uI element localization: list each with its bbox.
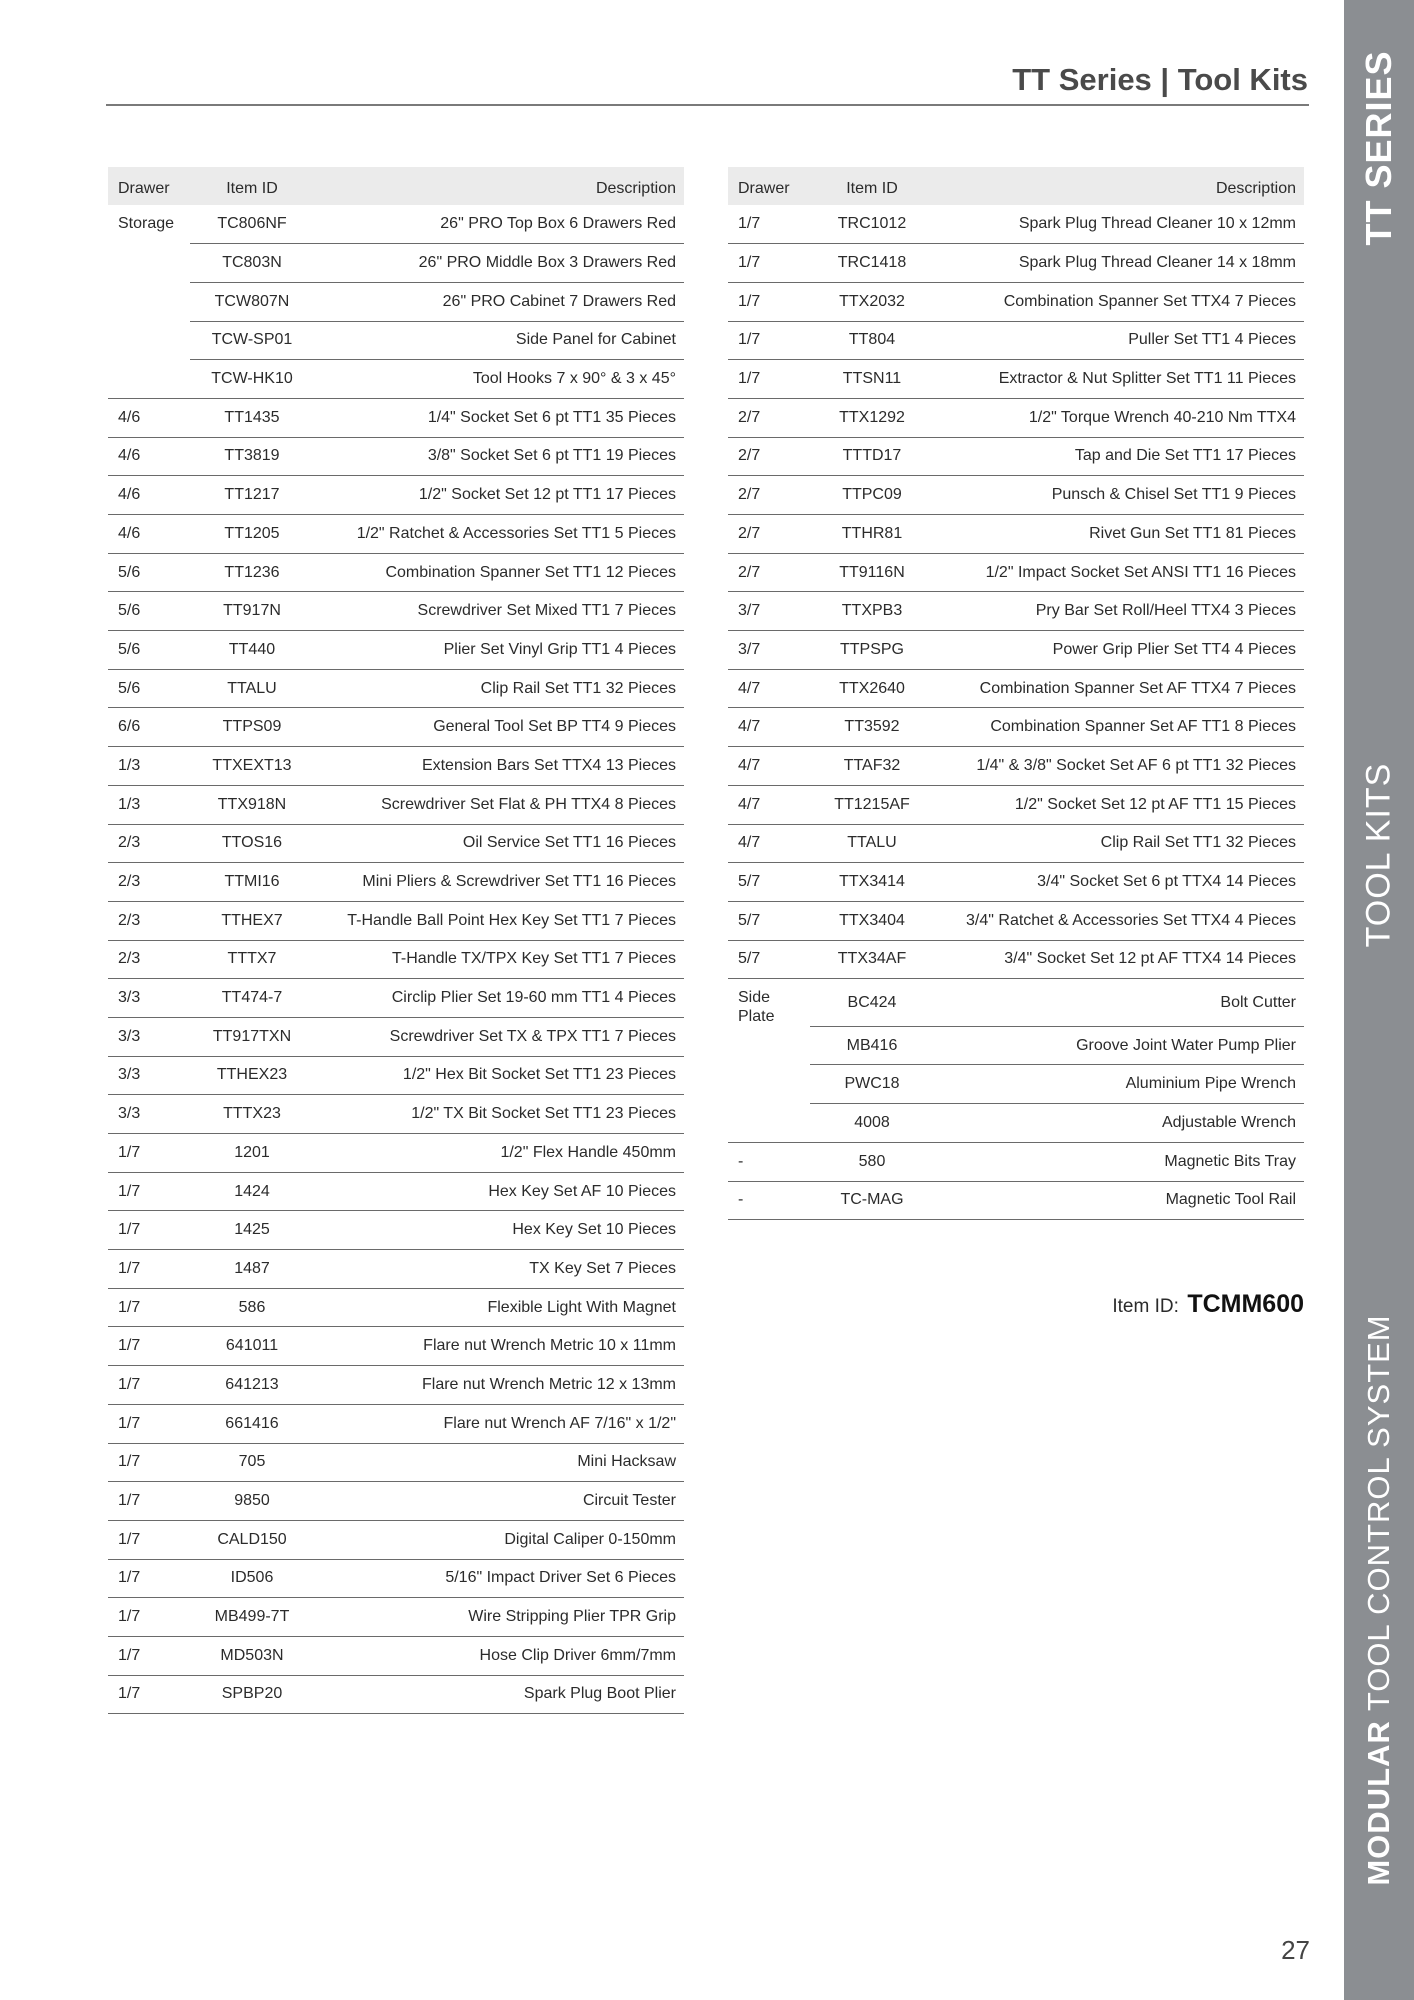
table-row (728, 863, 1304, 902)
table-row (108, 1482, 684, 1521)
table-row (728, 901, 1304, 940)
item-id-cell: ID506 (190, 1559, 312, 1598)
description-cell: Plier Set Vinyl Grip TT1 4 Pieces (312, 631, 684, 670)
page-number: 27 (1281, 1935, 1310, 1965)
item-id-column-header: Item ID (846, 180, 898, 197)
item-id-cell: TTX3404 (810, 901, 932, 940)
item-id-cell: TTX2640 (810, 669, 932, 708)
item-id-cell: TTHEX7 (190, 901, 312, 940)
title-divider (106, 104, 1309, 106)
kit-item-id (1112, 1290, 1304, 1319)
sidebar-kits-title: TOOL KITS (1359, 762, 1398, 948)
drawer-cell: 4/7 (728, 785, 810, 824)
drawer-cell: 1/7 (108, 1366, 190, 1405)
table-row (108, 437, 684, 476)
item-id-cell: TCW807N (190, 282, 312, 321)
item-id-cell: TTHR81 (810, 515, 932, 554)
item-id-cell: TTTX23 (190, 1095, 312, 1134)
table-row (108, 205, 684, 244)
left-tool-table (108, 167, 684, 1714)
table-row (728, 708, 1304, 747)
table-row (108, 1598, 684, 1637)
item-id-cell: 1424 (190, 1172, 312, 1211)
table-row (108, 1056, 684, 1095)
table-row (728, 824, 1304, 863)
description-column-header: Description (595, 180, 676, 197)
drawer-cell: 1/7 (108, 1134, 190, 1173)
description-cell: Spark Plug Thread Cleaner 14 x 18mm (932, 244, 1304, 283)
description-cell: Pry Bar Set Roll/Heel TTX4 3 Pieces (932, 592, 1304, 631)
drawer-cell (108, 321, 190, 360)
description-cell: 1/2" Flex Handle 450mm (312, 1134, 684, 1173)
description-cell: Clip Rail Set TT1 32 Pieces (932, 824, 1304, 863)
drawer-cell: 4/6 (108, 476, 190, 515)
item-id-column-header: Item ID (226, 180, 278, 197)
description-cell: Mini Pliers & Screwdriver Set TT1 16 Pieces (312, 863, 684, 902)
item-id-cell: TC806NF (190, 205, 312, 244)
drawer-cell: 2/7 (728, 553, 810, 592)
description-cell: Spark Plug Thread Cleaner 10 x 12mm (932, 205, 1304, 244)
drawer-cell: 2/7 (728, 515, 810, 554)
item-id-cell: TTAF32 (810, 747, 932, 786)
description-cell: Magnetic Tool Rail (932, 1181, 1304, 1220)
drawer-cell: 1/7 (728, 321, 810, 360)
item-id-cell: TTXEXT13 (190, 747, 312, 786)
item-id-cell: 661416 (190, 1404, 312, 1443)
item-id-cell: TT3819 (190, 437, 312, 476)
side-bar (1344, 0, 1414, 2000)
item-id-cell: TT1205 (190, 515, 312, 554)
drawer-cell: 4/7 (728, 669, 810, 708)
drawer-cell: 1/7 (728, 205, 810, 244)
item-id-cell: TT9116N (810, 553, 932, 592)
table-row (108, 1095, 684, 1134)
description-cell: Combination Spanner Set AF TTX4 7 Pieces (932, 669, 1304, 708)
description-cell: Spark Plug Boot Plier (312, 1675, 684, 1714)
drawer-cell: 1/7 (108, 1675, 190, 1714)
item-id-label: Item ID: (1112, 1296, 1179, 1317)
description-cell: Puller Set TT1 4 Pieces (932, 321, 1304, 360)
table-row (728, 669, 1304, 708)
table-row (108, 244, 684, 283)
description-cell: 3/4" Socket Set 6 pt TTX4 14 Pieces (932, 863, 1304, 902)
item-id-cell: 9850 (190, 1482, 312, 1521)
description-cell: 26" PRO Middle Box 3 Drawers Red (312, 244, 684, 283)
item-id-cell: TT1435 (190, 398, 312, 437)
drawer-cell: 5/7 (728, 940, 810, 979)
description-cell: 1/2" TX Bit Socket Set TT1 23 Pieces (312, 1095, 684, 1134)
item-id-cell: 1201 (190, 1134, 312, 1173)
drawer-cell: 5/6 (108, 592, 190, 631)
table-row (728, 631, 1304, 670)
drawer-cell: 1/3 (108, 785, 190, 824)
table-header-row (728, 167, 1304, 205)
drawer-cell: - (728, 1142, 810, 1181)
description-cell: 26" PRO Cabinet 7 Drawers Red (312, 282, 684, 321)
description-cell: Circuit Tester (312, 1482, 684, 1521)
item-id-cell: TTALU (190, 669, 312, 708)
table-row (108, 1366, 684, 1405)
description-cell: Rivet Gun Set TT1 81 Pieces (932, 515, 1304, 554)
description-cell: Screwdriver Set TX & TPX TT1 7 Pieces (312, 1017, 684, 1056)
description-cell: 1/2" Socket Set 12 pt AF TT1 15 Pieces (932, 785, 1304, 824)
item-id-cell: TT1215AF (810, 785, 932, 824)
item-id-cell: SPBP20 (190, 1675, 312, 1714)
table-row (108, 1327, 684, 1366)
table-row (728, 244, 1304, 283)
description-cell: Screwdriver Set Flat & PH TTX4 8 Pieces (312, 785, 684, 824)
table-row (108, 321, 684, 360)
table-row (728, 979, 1304, 1027)
description-cell: Side Panel for Cabinet (312, 321, 684, 360)
drawer-cell: 5/7 (728, 863, 810, 902)
item-id-cell: TTPS09 (190, 708, 312, 747)
drawer-cell: 1/7 (108, 1598, 190, 1637)
drawer-cell: - (728, 1181, 810, 1220)
drawer-cell: 3/3 (108, 1095, 190, 1134)
table-row (108, 1250, 684, 1289)
item-id-cell: TT917TXN (190, 1017, 312, 1056)
item-id-cell: TC-MAG (810, 1181, 932, 1220)
description-cell: T-Handle Ball Point Hex Key Set TT1 7 Pieces (312, 901, 684, 940)
table-row (728, 515, 1304, 554)
description-cell: Combination Spanner Set TTX4 7 Pieces (932, 282, 1304, 321)
description-cell: Tool Hooks 7 x 90° & 3 x 45° (312, 360, 684, 399)
description-cell: 3/4" Ratchet & Accessories Set TTX4 4 Pieces (932, 901, 1304, 940)
item-id-cell: TC803N (190, 244, 312, 283)
description-cell: Groove Joint Water Pump Plier (932, 1026, 1304, 1065)
description-cell: Hex Key Set 10 Pieces (312, 1211, 684, 1250)
table-row (108, 360, 684, 399)
drawer-cell: 5/6 (108, 553, 190, 592)
table-row (108, 553, 684, 592)
item-id-cell: TTX2032 (810, 282, 932, 321)
item-id-cell: TTPC09 (810, 476, 932, 515)
item-id-cell: 705 (190, 1443, 312, 1482)
description-cell: Bolt Cutter (932, 979, 1304, 1027)
table-row (108, 1211, 684, 1250)
drawer-cell: 5/6 (108, 631, 190, 670)
item-id-cell: PWC18 (810, 1065, 932, 1104)
page-title: TT Series | Tool Kits (1012, 62, 1308, 97)
description-cell: Magnetic Bits Tray (932, 1142, 1304, 1181)
table-row (728, 1104, 1304, 1143)
drawer-cell (728, 1104, 810, 1143)
table-row (108, 1134, 684, 1173)
description-cell: Power Grip Plier Set TT4 4 Pieces (932, 631, 1304, 670)
table-header-row (108, 167, 684, 205)
table-row (108, 669, 684, 708)
drawer-cell: 1/7 (108, 1404, 190, 1443)
description-cell: 3/8" Socket Set 6 pt TT1 19 Pieces (312, 437, 684, 476)
description-cell: Wire Stripping Plier TPR Grip (312, 1598, 684, 1637)
table-row (108, 1443, 684, 1482)
item-id-cell: 641213 (190, 1366, 312, 1405)
table-row (728, 360, 1304, 399)
description-cell: 26" PRO Top Box 6 Drawers Red (312, 205, 684, 244)
drawer-cell: 4/6 (108, 437, 190, 476)
drawer-cell: 2/3 (108, 940, 190, 979)
item-id-cell: TTX3414 (810, 863, 932, 902)
drawer-cell: 3/3 (108, 1056, 190, 1095)
drawer-cell: 1/7 (728, 282, 810, 321)
description-cell: 1/2" Socket Set 12 pt TT1 17 Pieces (312, 476, 684, 515)
item-id-cell: BC424 (810, 979, 932, 1027)
table-row (728, 476, 1304, 515)
drawer-cell: 5/6 (108, 669, 190, 708)
item-id-cell: 586 (190, 1288, 312, 1327)
description-cell: Mini Hacksaw (312, 1443, 684, 1482)
drawer-cell: 3/7 (728, 592, 810, 631)
table-row (728, 398, 1304, 437)
table-row (728, 437, 1304, 476)
table-row (108, 901, 684, 940)
item-id-cell: TT917N (190, 592, 312, 631)
drawer-cell (108, 244, 190, 283)
item-id-cell: TT474-7 (190, 979, 312, 1018)
drawer-cell: 2/3 (108, 901, 190, 940)
drawer-column-header: Drawer (118, 180, 170, 197)
drawer-cell: 1/7 (728, 244, 810, 283)
description-cell: Hex Key Set AF 10 Pieces (312, 1172, 684, 1211)
description-cell: 1/2" Ratchet & Accessories Set TT1 5 Pieces (312, 515, 684, 554)
table-row (108, 282, 684, 321)
item-id-cell: TCW-SP01 (190, 321, 312, 360)
item-id-cell: TTX1292 (810, 398, 932, 437)
description-cell: 1/4" & 3/8" Socket Set AF 6 pt TT1 32 Pieces (932, 747, 1304, 786)
drawer-cell: 1/7 (108, 1327, 190, 1366)
description-cell: Punsch & Chisel Set TT1 9 Pieces (932, 476, 1304, 515)
table-row (728, 785, 1304, 824)
description-cell: Flare nut Wrench Metric 10 x 11mm (312, 1327, 684, 1366)
description-cell: Tap and Die Set TT1 17 Pieces (932, 437, 1304, 476)
table-row (728, 940, 1304, 979)
drawer-cell: 4/6 (108, 398, 190, 437)
item-id-cell: TTXPB3 (810, 592, 932, 631)
table-row (108, 592, 684, 631)
item-id-cell: TT1236 (190, 553, 312, 592)
table-row (108, 631, 684, 670)
description-cell: Combination Spanner Set TT1 12 Pieces (312, 553, 684, 592)
item-id-cell: TTTD17 (810, 437, 932, 476)
item-id-cell: CALD150 (190, 1520, 312, 1559)
item-id-cell: TTPSPG (810, 631, 932, 670)
drawer-cell: 2/7 (728, 398, 810, 437)
drawer-cell: 1/7 (108, 1636, 190, 1675)
table-row (728, 1026, 1304, 1065)
table-row (108, 785, 684, 824)
drawer-cell (728, 1065, 810, 1104)
table-row (108, 940, 684, 979)
item-id-cell: TT440 (190, 631, 312, 670)
item-id-cell: TTMI16 (190, 863, 312, 902)
item-id-cell: 1487 (190, 1250, 312, 1289)
drawer-cell: Storage (118, 215, 175, 233)
description-cell: 1/4" Socket Set 6 pt TT1 35 Pieces (312, 398, 684, 437)
drawer-cell: 1/7 (108, 1288, 190, 1327)
table-row (108, 476, 684, 515)
description-cell: 1/2" Torque Wrench 40-210 Nm TTX4 (932, 398, 1304, 437)
drawer-column-header: Drawer (738, 180, 790, 197)
description-cell: Clip Rail Set TT1 32 Pieces (312, 669, 684, 708)
table-row (728, 1181, 1304, 1220)
drawer-cell: 1/7 (108, 1482, 190, 1521)
description-cell: 5/16" Impact Driver Set 6 Pieces (312, 1559, 684, 1598)
item-id-cell: TRC1012 (810, 205, 932, 244)
drawer-cell (728, 1026, 810, 1065)
item-id-cell: TT804 (810, 321, 932, 360)
item-id-cell: TTOS16 (190, 824, 312, 863)
drawer-cell: 4/6 (108, 515, 190, 554)
item-id-cell: TTTX7 (190, 940, 312, 979)
table-row (108, 1675, 684, 1714)
table-row (728, 321, 1304, 360)
description-cell: General Tool Set BP TT4 9 Pieces (312, 708, 684, 747)
item-id-cell: 641011 (190, 1327, 312, 1366)
sidebar-series-title: TT SERIES (1358, 50, 1399, 246)
drawer-cell: 1/7 (108, 1250, 190, 1289)
table-row (108, 1404, 684, 1443)
drawer-cell: 2/3 (108, 863, 190, 902)
description-cell: Flare nut Wrench AF 7/16" x 1/2" (312, 1404, 684, 1443)
drawer-cell: 1/3 (108, 747, 190, 786)
table-row (728, 205, 1304, 244)
table-row (108, 515, 684, 554)
table-row (108, 708, 684, 747)
item-id-cell: TTX918N (190, 785, 312, 824)
description-cell: T-Handle TX/TPX Key Set TT1 7 Pieces (312, 940, 684, 979)
drawer-cell: 4/7 (728, 708, 810, 747)
item-id-cell: MB499-7T (190, 1598, 312, 1637)
table-row (728, 553, 1304, 592)
table-row (108, 979, 684, 1018)
table-row (108, 1288, 684, 1327)
drawer-cell: 4/7 (728, 747, 810, 786)
table-row (108, 1520, 684, 1559)
drawer-cell: 3/3 (108, 1017, 190, 1056)
right-tool-table (728, 167, 1304, 1220)
item-id-cell: MB416 (810, 1026, 932, 1065)
description-cell: 3/4" Socket Set 12 pt AF TTX4 14 Pieces (932, 940, 1304, 979)
item-id-cell: TTHEX23 (190, 1056, 312, 1095)
table-row (108, 747, 684, 786)
drawer-cell: 1/7 (108, 1559, 190, 1598)
drawer-cell: 4/7 (728, 824, 810, 863)
drawer-cell: 2/3 (108, 824, 190, 863)
table-row (108, 1172, 684, 1211)
item-id-cell: TTSN11 (810, 360, 932, 399)
item-id-cell: 4008 (810, 1104, 932, 1143)
drawer-cell: 2/7 (728, 437, 810, 476)
table-row (728, 1142, 1304, 1181)
description-cell: Adjustable Wrench (932, 1104, 1304, 1143)
description-cell: 1/2" Hex Bit Socket Set TT1 23 Pieces (312, 1056, 684, 1095)
drawer-cell: 1/7 (108, 1211, 190, 1250)
item-id-cell: TT1217 (190, 476, 312, 515)
description-column-header: Description (1215, 180, 1296, 197)
drawer-cell: 1/7 (108, 1520, 190, 1559)
drawer-cell: 1/7 (108, 1443, 190, 1482)
drawer-cell: 1/7 (108, 1172, 190, 1211)
drawer-cell: 6/6 (108, 708, 190, 747)
description-cell: Oil Service Set TT1 16 Pieces (312, 824, 684, 863)
description-cell: Flare nut Wrench Metric 12 x 13mm (312, 1366, 684, 1405)
item-id-cell: TCW-HK10 (190, 360, 312, 399)
description-cell: Extension Bars Set TTX4 13 Pieces (312, 747, 684, 786)
drawer-cell: Side Plate (738, 989, 775, 1026)
drawer-cell (108, 282, 190, 321)
description-cell: Extractor & Nut Splitter Set TT1 11 Pieces (932, 360, 1304, 399)
table-row (108, 1636, 684, 1675)
table-row (728, 282, 1304, 321)
table-row (108, 863, 684, 902)
drawer-cell (108, 360, 190, 399)
description-cell: Screwdriver Set Mixed TT1 7 Pieces (312, 592, 684, 631)
description-cell: Combination Spanner Set AF TT1 8 Pieces (932, 708, 1304, 747)
table-row (728, 592, 1304, 631)
item-id-cell: 580 (810, 1142, 932, 1181)
drawer-cell: 3/7 (728, 631, 810, 670)
item-id-cell: MD503N (190, 1636, 312, 1675)
description-cell: Circlip Plier Set 19-60 mm TT1 4 Pieces (312, 979, 684, 1018)
drawer-cell: 1/7 (728, 360, 810, 399)
description-cell: Digital Caliper 0-150mm (312, 1520, 684, 1559)
item-id-cell: TTX34AF (810, 940, 932, 979)
description-cell: TX Key Set 7 Pieces (312, 1250, 684, 1289)
sidebar-system-title: MODULAR TOOL CONTROL SYSTEM (1361, 1314, 1396, 1886)
item-id-cell: TT3592 (810, 708, 932, 747)
table-row (108, 824, 684, 863)
description-cell: Hose Clip Driver 6mm/7mm (312, 1636, 684, 1675)
drawer-cell: 2/7 (728, 476, 810, 515)
table-row (728, 747, 1304, 786)
item-id-cell: TTALU (810, 824, 932, 863)
description-cell: 1/2" Impact Socket Set ANSI TT1 16 Pieces (932, 553, 1304, 592)
description-cell: Aluminium Pipe Wrench (932, 1065, 1304, 1104)
table-row (108, 1017, 684, 1056)
table-row (108, 398, 684, 437)
item-id-cell: 1425 (190, 1211, 312, 1250)
item-id-cell: TRC1418 (810, 244, 932, 283)
item-id-value: TCMM600 (1187, 1290, 1304, 1318)
table-row (108, 1559, 684, 1598)
drawer-cell: 5/7 (728, 901, 810, 940)
description-cell: Flexible Light With Magnet (312, 1288, 684, 1327)
table-row (728, 1065, 1304, 1104)
drawer-cell: 3/3 (108, 979, 190, 1018)
